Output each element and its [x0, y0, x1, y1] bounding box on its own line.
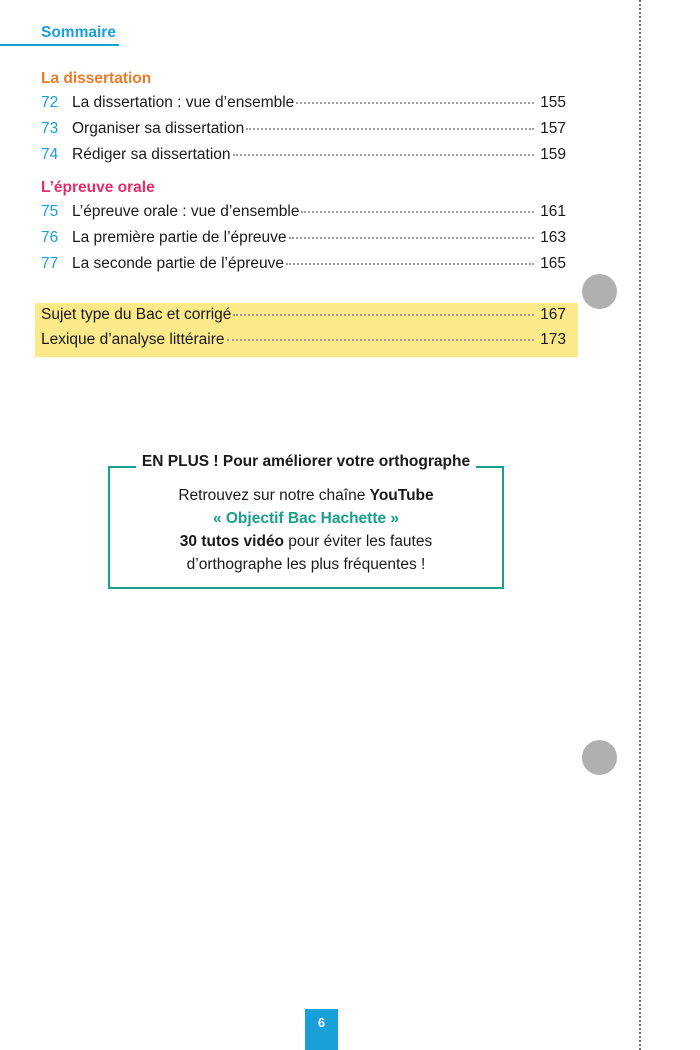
page-number: 165	[540, 255, 566, 272]
page-number: 159	[540, 146, 566, 163]
chapter-number: 77	[41, 255, 59, 272]
chapter-title: Organiser sa dissertation	[72, 120, 245, 137]
dot-leader	[296, 102, 534, 104]
chapter-number: 72	[41, 94, 59, 111]
chapter-number: 73	[41, 120, 59, 137]
promo-title: EN PLUS ! Pour améliorer votre orthographe	[136, 453, 476, 471]
page-number: 157	[540, 120, 566, 137]
toc-entry[interactable]	[41, 203, 566, 227]
entry-title: Sujet type du Bac et corrigé	[41, 306, 232, 323]
toc-entry[interactable]	[41, 146, 566, 170]
toc-entry[interactable]	[41, 229, 566, 253]
dot-leader	[301, 211, 534, 213]
toc-entry[interactable]	[41, 255, 566, 279]
chapter-title: Rédiger sa dissertation	[72, 146, 231, 163]
toc-entry-highlighted[interactable]	[41, 331, 566, 355]
dot-leader	[233, 314, 534, 316]
chapter-title: La seconde partie de l’épreuve	[72, 255, 284, 272]
channel-name-link[interactable]: « Objectif Bac Hachette »	[212, 510, 400, 527]
chapter-number: 75	[41, 203, 59, 220]
promo-line-3: 30 tutos vidéo pour éviter les fautes	[179, 533, 433, 550]
promo-box	[108, 453, 504, 589]
toc-entry[interactable]	[41, 120, 566, 144]
chapter-title: La première partie de l’épreuve	[72, 229, 287, 246]
chapter-title: L’épreuve orale : vue d’ensemble	[72, 203, 300, 220]
section-title-epreuve-orale: L’épreuve orale	[41, 179, 155, 196]
toc-entry-highlighted[interactable]	[41, 306, 566, 330]
dot-leader	[246, 128, 534, 130]
binder-hole-bottom	[582, 740, 617, 775]
page-title: Sommaire	[41, 24, 116, 41]
page-number: 167	[540, 306, 566, 323]
dot-leader	[227, 339, 534, 341]
dot-leader	[286, 263, 534, 265]
toc-entry[interactable]	[41, 94, 566, 118]
page-number-badge: 6	[305, 1009, 338, 1050]
promo-body	[110, 484, 502, 576]
perforation-line	[639, 0, 641, 1050]
chapter-number: 76	[41, 229, 59, 246]
page-number: 173	[540, 331, 566, 348]
page-header	[0, 24, 119, 46]
promo-line-1: Retrouvez sur notre chaîne YouTube	[178, 487, 434, 504]
chapter-title: La dissertation : vue d’ensemble	[72, 94, 295, 111]
youtube-label: YouTube	[369, 487, 434, 504]
page-number: 155	[540, 94, 566, 111]
binder-hole-top	[582, 274, 617, 309]
promo-line-4: d’orthographe les plus fréquentes !	[186, 556, 426, 573]
section-title-dissertation: La dissertation	[41, 70, 152, 87]
entry-title: Lexique d’analyse littéraire	[41, 331, 225, 348]
dot-leader	[233, 154, 534, 156]
page-number: 161	[540, 203, 566, 220]
chapter-number: 74	[41, 146, 59, 163]
dot-leader	[289, 237, 534, 239]
page-number: 163	[540, 229, 566, 246]
